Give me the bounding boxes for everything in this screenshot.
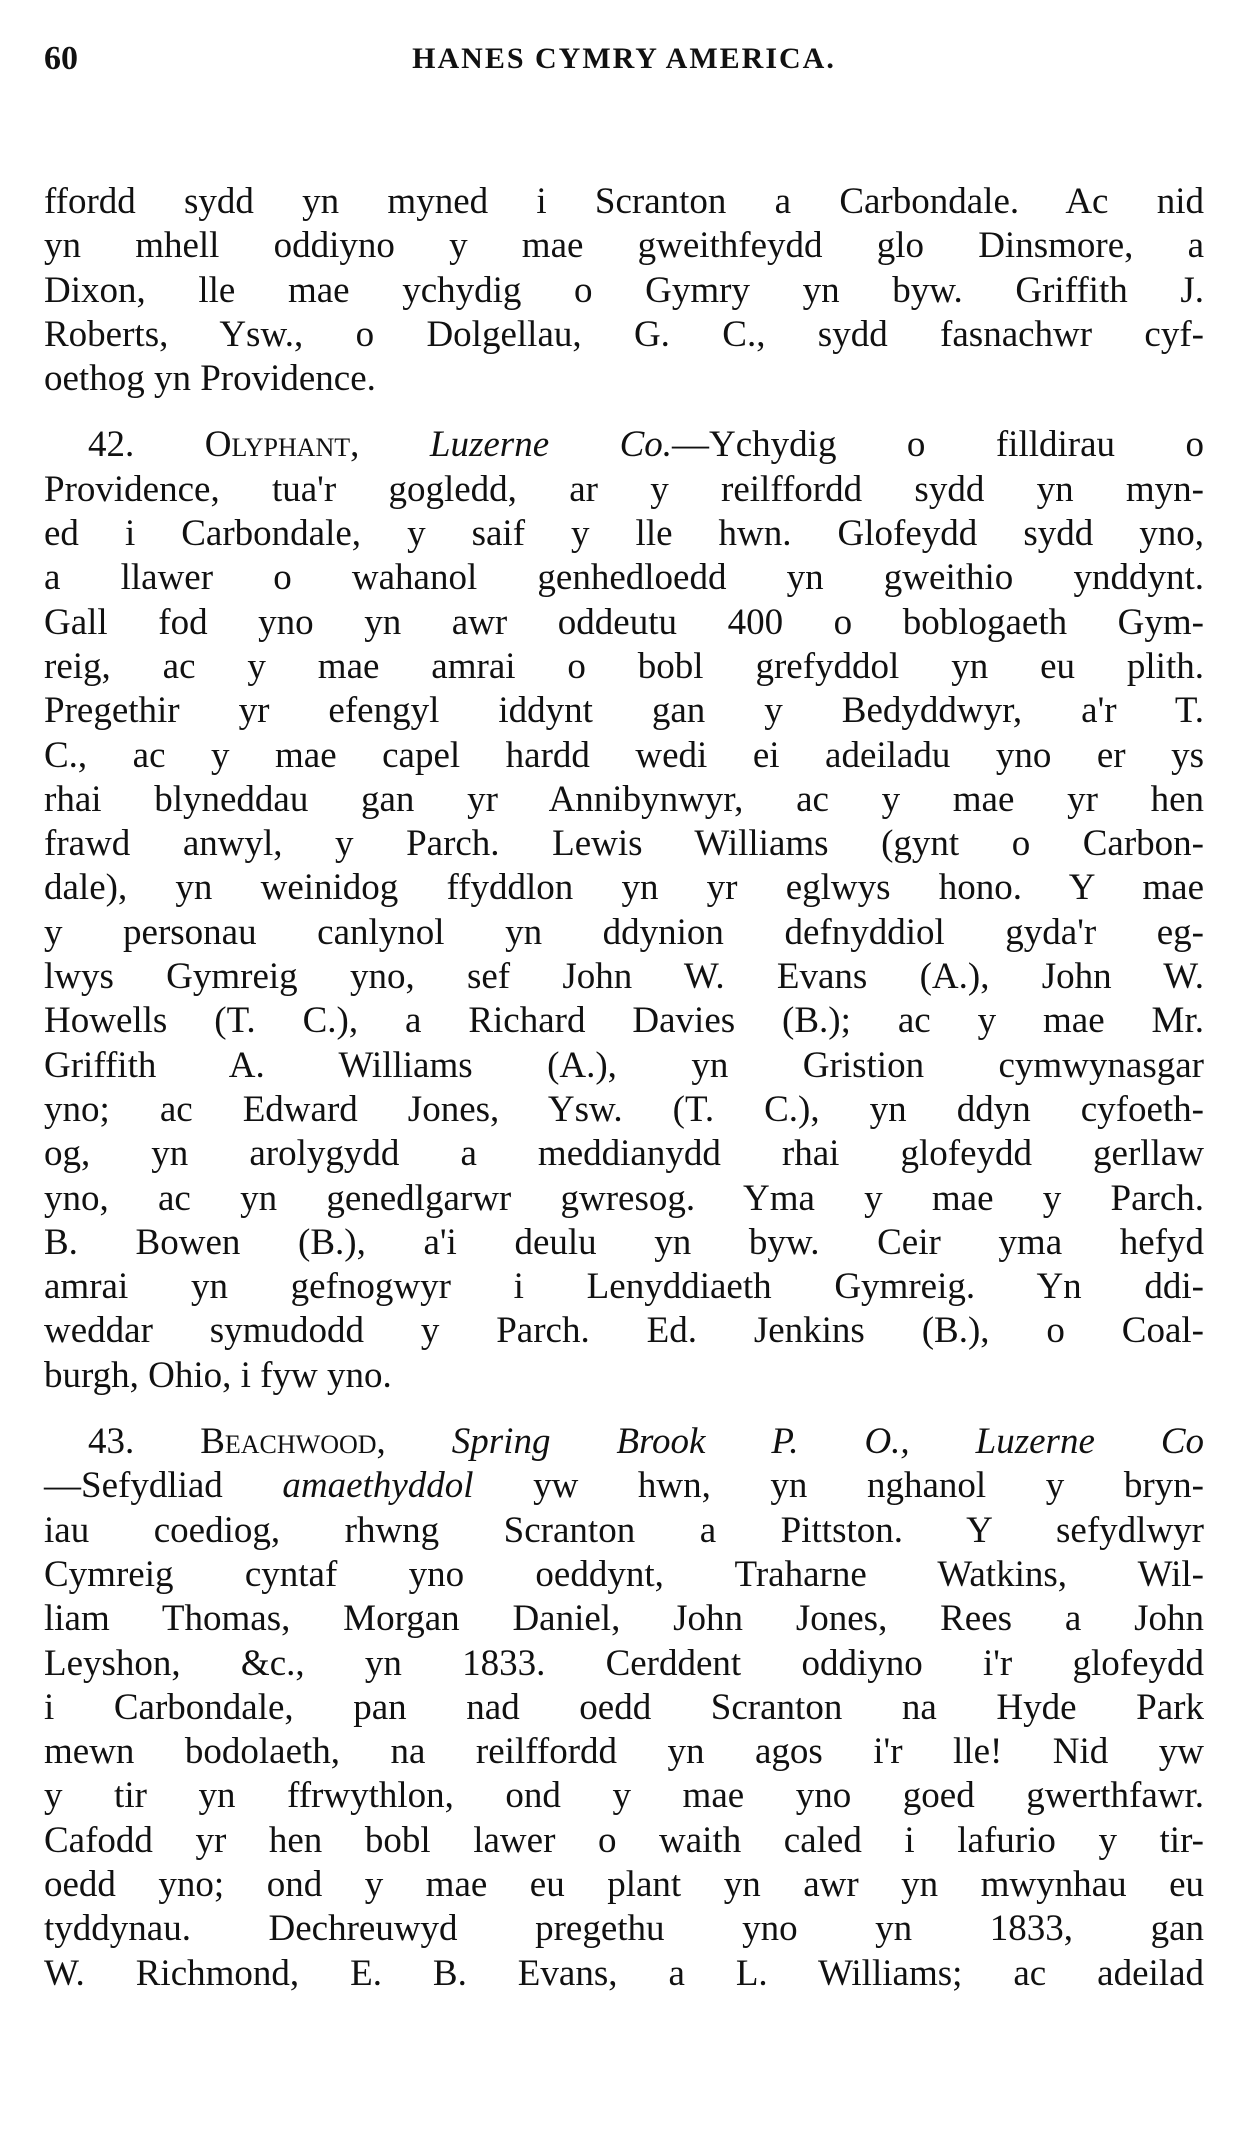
text-line: Roberts, Ysw., o Dolgellau, G. C., sydd fasnachwr cyf- — [44, 313, 1204, 355]
text-line: Gall fod yno yn awr oddeutu 400 o boblogaeth Gym- — [44, 601, 1204, 643]
text-line: rhai blyneddau gan yr Annibynwyr, ac y mae yr hen — [44, 778, 1204, 820]
entry-text-start: —Sefydliad — [44, 1465, 223, 1507]
text-line: y personau canlynol yn ddynion defnyddiol gyda'r eg- — [44, 911, 1204, 953]
place-name: Beachwood, — [200, 1421, 386, 1463]
text-line: ffordd sydd yn myned i Scranton a Carbondale. Ac nid — [44, 181, 1204, 222]
text-line: yn mhell oddiyno y mae gweithfeydd glo Dinsmore, a — [44, 225, 1204, 267]
text-line: i Carbondale, pan nad oedd Scranton na Hyde Park — [44, 1686, 1204, 1728]
running-title: HANES CYMRY AMERICA. — [412, 42, 836, 75]
text-line: frawd anwyl, y Parch. Lewis Williams (gynt o Carbon- — [44, 823, 1204, 865]
paragraph-continuation — [44, 180, 1204, 401]
text-line: B. Bowen (B.), a'i deulu yn byw. Ceir yma hefyd — [44, 1221, 1204, 1263]
page-number: 60 — [44, 40, 78, 77]
text-line: mewn bodolaeth, na reilffordd yn agos i'r lle! Nid yw — [44, 1731, 1204, 1773]
locality-name: Spring Brook P. O., Luzerne Co — [451, 1421, 1205, 1463]
text-line: Cafodd yr hen bobl lawer o waith caled i lafurio y tir- — [44, 1819, 1204, 1861]
entry-text-start: —Ychydig o filldirau o — [672, 424, 1205, 466]
place-name: Olyphant, — [204, 424, 360, 466]
entry-text-rest: yw hwn, yn nghanol y bryn- — [533, 1465, 1204, 1507]
entry-42-olyphant — [44, 423, 1204, 1398]
text-line: burgh, Ohio, i fyw yno. — [44, 1354, 392, 1396]
text-line: Cymreig cyntaf yno oeddynt, Traharne Watkins, Wil- — [44, 1553, 1204, 1595]
text-line: weddar symudodd y Parch. Ed. Jenkins (B.), o Coal- — [44, 1310, 1204, 1352]
text-line: y tir yn ffrwythlon, ond y mae yno goed gwerthfawr. — [44, 1775, 1204, 1817]
text-line: Dixon, lle mae ychydig o Gymry yn byw. Griffith J. — [44, 269, 1204, 311]
entry-43-beachwood — [44, 1420, 1204, 1996]
book-page — [44, 40, 1204, 1996]
entry-number: 43. — [88, 1421, 135, 1463]
entry-number: 42. — [88, 424, 135, 466]
text-line: Leyshon, &c., yn 1833. Cerddent oddiyno i'r glofeydd — [44, 1642, 1204, 1684]
text-line: amrai yn gefnogwyr i Lenyddiaeth Gymreig. Yn ddi- — [44, 1266, 1204, 1308]
text-line: oedd yno; ond y mae eu plant yn awr yn mwynhau eu — [44, 1863, 1204, 1905]
running-head — [44, 40, 1204, 96]
text-line: iau coediog, rhwng Scranton a Pittston. Y sefydlwyr — [44, 1509, 1204, 1551]
text-line: reig, ac y mae amrai o bobl grefyddol yn eu plith. — [44, 645, 1204, 687]
text-line: dale), yn weinidog ffyddlon yn yr eglwys hono. Y mae — [44, 867, 1204, 909]
text-line: og, yn arolygydd a meddianydd rhai glofeydd gerllaw — [44, 1133, 1204, 1175]
text-line: Howells (T. C.), a Richard Davies (B.); ac y mae Mr. — [44, 1000, 1204, 1042]
text-line: oethog yn Providence. — [44, 358, 376, 400]
text-line: lwys Gymreig yno, sef John W. Evans (A.), John W. — [44, 956, 1204, 998]
text-line: liam Thomas, Morgan Daniel, John Jones, Rees a John — [44, 1598, 1204, 1640]
italic-word: amaethyddol — [282, 1465, 474, 1507]
text-line: C., ac y mae capel hardd wedi ei adeiladu yno er ys — [44, 734, 1204, 776]
text-line: Providence, tua'r gogledd, ar y reilffordd sydd yn myn- — [44, 468, 1204, 510]
entry-heading-line — [44, 1420, 1204, 1464]
text-line: tyddynau. Dechreuwyd pregethu yno yn 1833, gan — [44, 1908, 1204, 1950]
text-line: W. Richmond, E. B. Evans, a L. Williams; ac adeilad — [44, 1952, 1204, 1994]
text-line: yno, ac yn genedlgarwr gwresog. Yma y mae y Parch. — [44, 1177, 1204, 1219]
county-name: Luzerne Co. — [429, 424, 673, 466]
text-line: yno; ac Edward Jones, Ysw. (T. C.), yn ddyn cyfoeth- — [44, 1088, 1204, 1130]
text-line: a llawer o wahanol genhedloedd yn gweithio ynddynt. — [44, 557, 1204, 599]
text-line: Pregethir yr efengyl iddynt gan y Bedyddwyr, a'r T. — [44, 690, 1204, 732]
text-line — [44, 1464, 1204, 1508]
text-line: Griffith A. Williams (A.), yn Gristion cymwynasgar — [44, 1044, 1204, 1086]
text-line: ed i Carbondale, y saif y lle hwn. Glofeydd sydd yno, — [44, 513, 1204, 555]
entry-heading-line — [44, 423, 1204, 467]
